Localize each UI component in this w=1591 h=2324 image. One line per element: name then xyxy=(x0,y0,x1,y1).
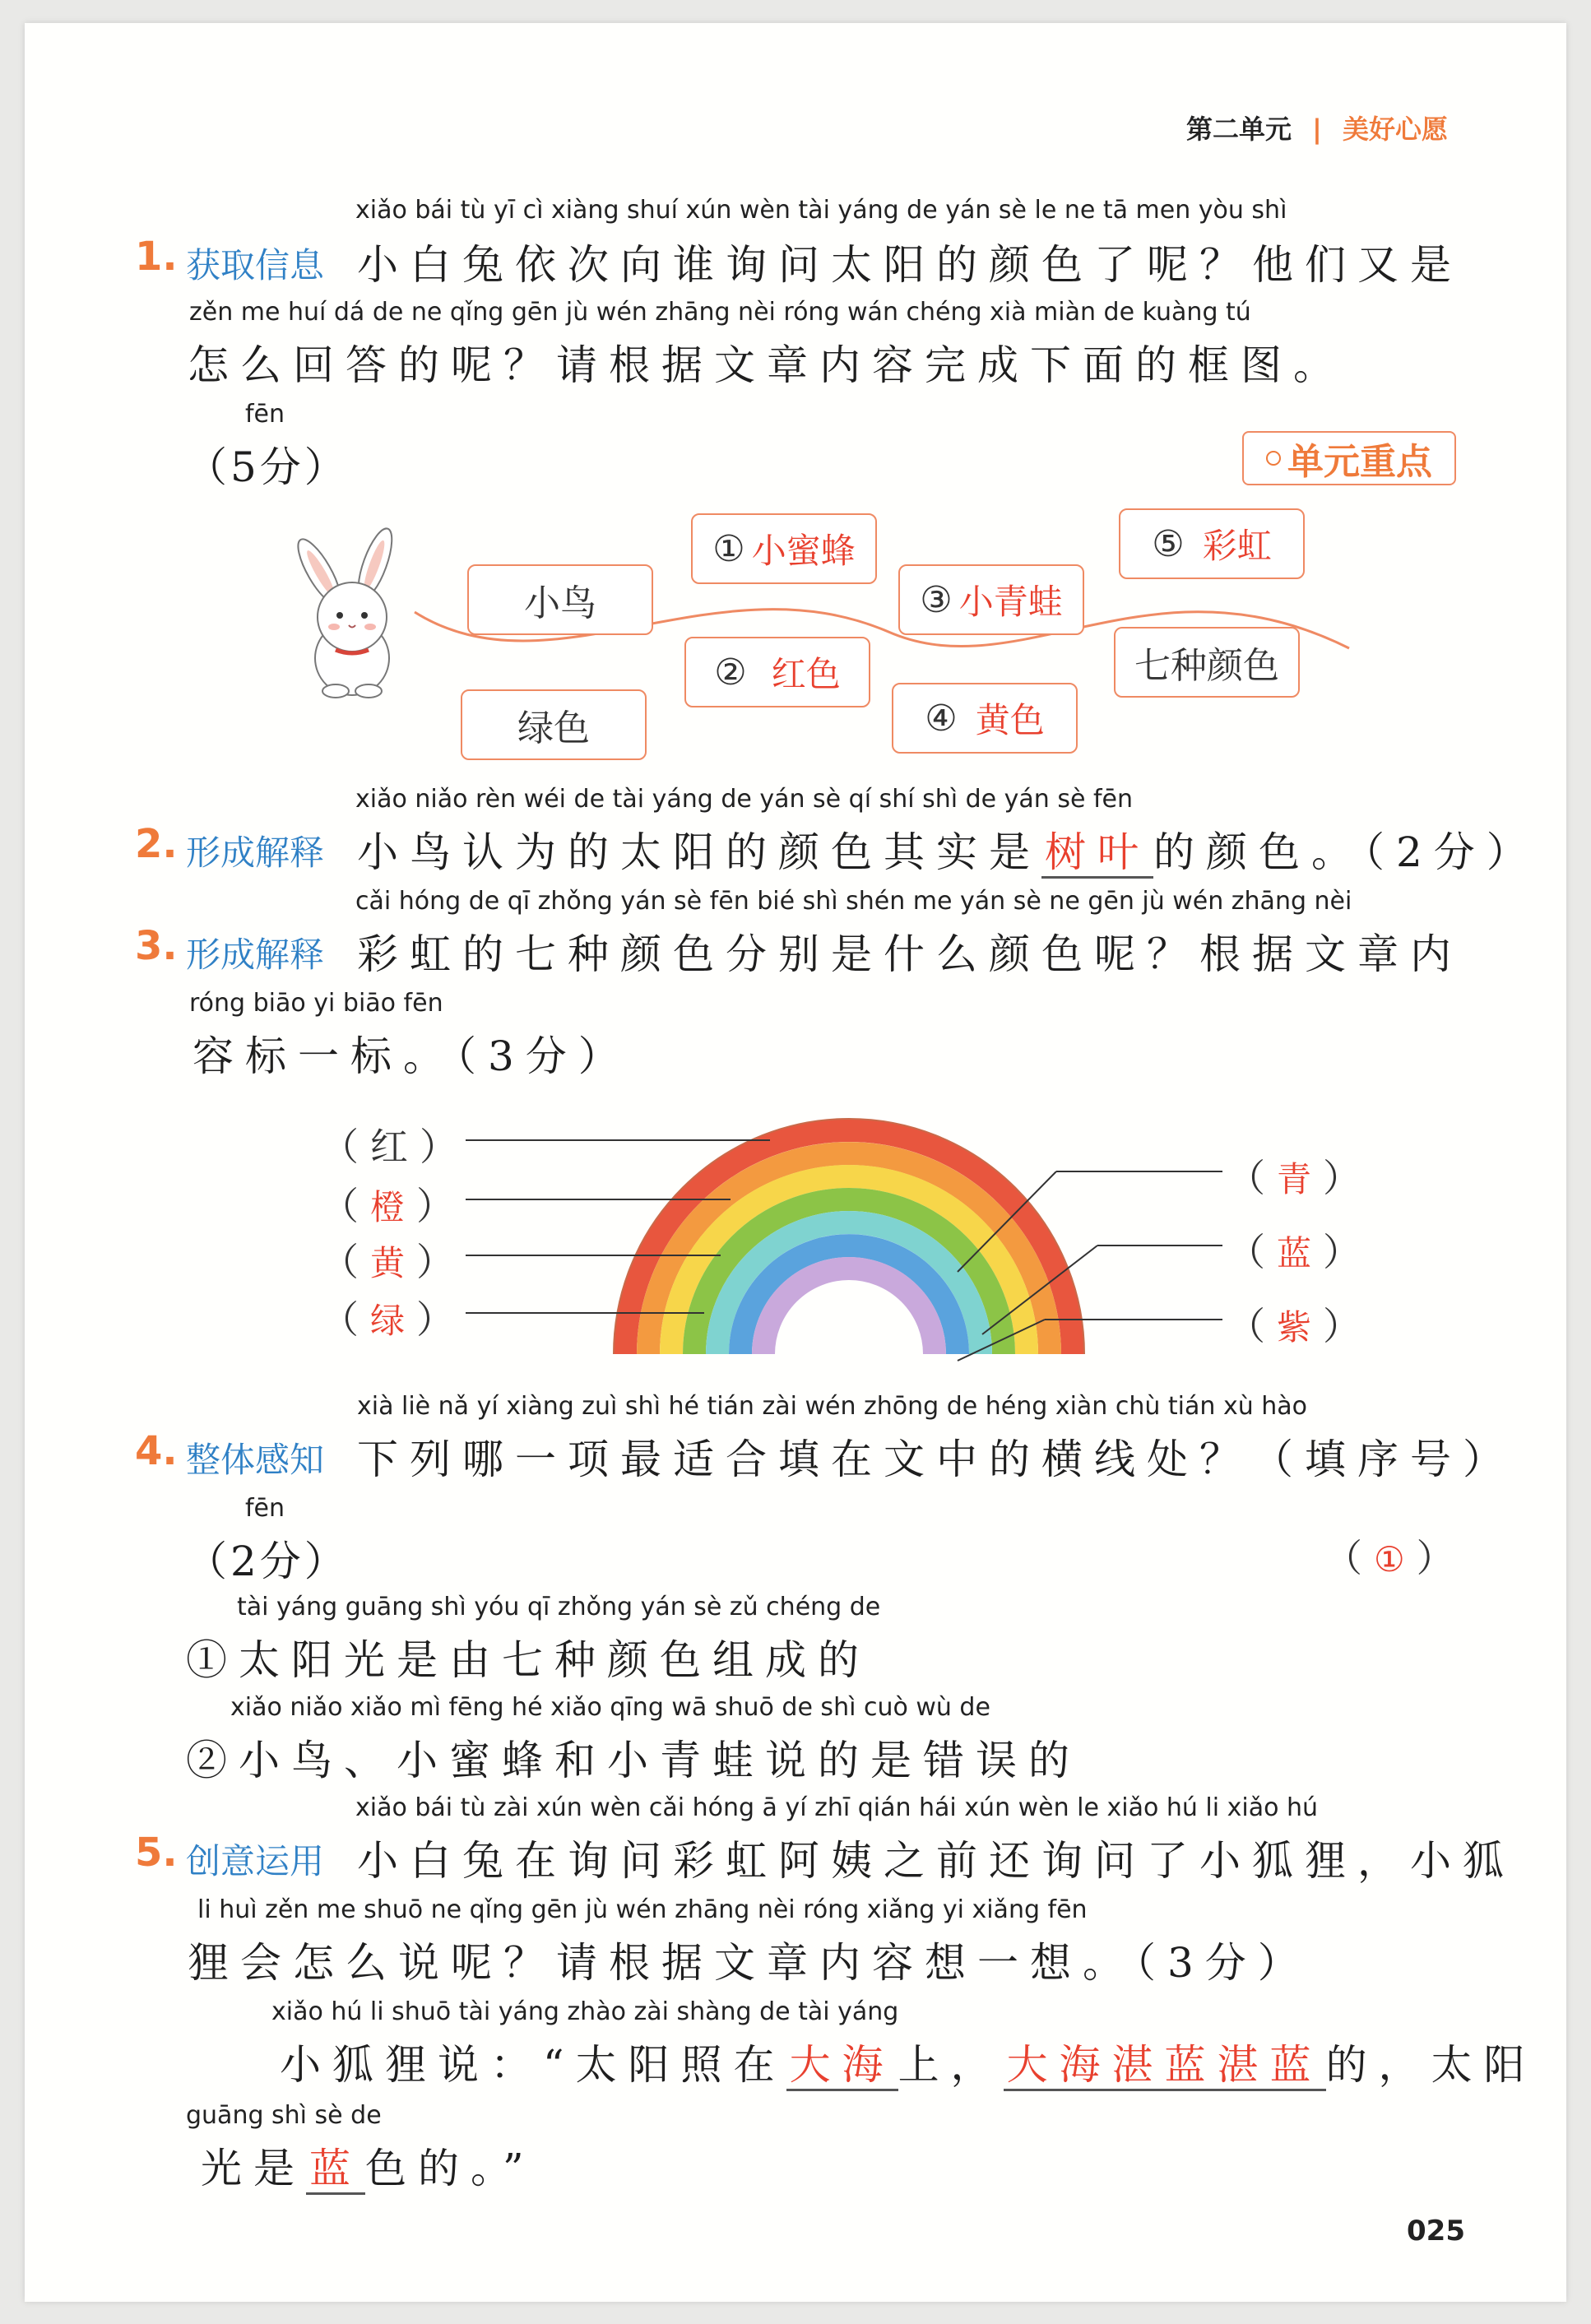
q2-text-b: 的颜色。（2分） xyxy=(1153,828,1539,876)
q5-text-4a: 光是 xyxy=(201,2145,306,2192)
q1-pinyin-1: xiǎo bái tù yī cì xiàng shuí xún wèn tài yáng de yán sè le ne tā men yòu shì xyxy=(355,196,1287,225)
box-answer-2-number: ② xyxy=(714,651,747,693)
q5-skill-tag: 创意运用 xyxy=(186,1841,325,1881)
rainbow-image xyxy=(25,23,1566,1422)
q4-answer: ① xyxy=(1374,1539,1405,1579)
q4-option1-pinyin: tài yáng guāng shì yóu qī zhǒng yán sè zǔ chéng de xyxy=(237,1593,881,1621)
lparen: （ xyxy=(321,1240,359,1284)
rainbow-label-left-2 xyxy=(321,1176,454,1231)
q3-number: 3. xyxy=(135,923,178,969)
rparen: ） xyxy=(1323,1230,1361,1274)
q5-pinyin-3: xiǎo hú li shuō tài yáng zhào zài shàng de tài yáng xyxy=(271,1997,899,2026)
q3-pinyin-2: róng biāo yi biāo fēn xyxy=(189,989,443,1018)
q4-pinyin-1: xià liè nǎ yí xiàng zuì shì hé tián zài wén zhōng de héng xiàn chù tián xù hào xyxy=(357,1392,1307,1421)
rainbow-label-left-3 xyxy=(321,1232,454,1287)
q5-text-3b: 上， xyxy=(898,2041,1004,2089)
box-answer-5-number: ⑤ xyxy=(1152,522,1185,565)
q5-pinyin-1: xiǎo bái tù zài xún wèn cǎi hóng ā yí zhī qián hái xún wèn le xiǎo hú li xiǎo hú xyxy=(355,1793,1319,1822)
rparen: ） xyxy=(416,1184,455,1228)
rparen: ） xyxy=(420,1125,457,1169)
q3-text-2: 容标一标。（3分） xyxy=(192,1032,631,1080)
q5-pinyin-2: li huì zěn me shuō ne qǐng gēn jù wén zhāng nèi róng xiǎng yi xiǎng fēn xyxy=(197,1895,1088,1924)
unit-title: 美好心愿 xyxy=(1342,114,1448,145)
q4-number: 4. xyxy=(135,1428,178,1474)
lparen: （ xyxy=(1227,1156,1265,1200)
header-separator: | xyxy=(1312,114,1322,145)
rparen: ） xyxy=(1323,1156,1361,1200)
q2-number: 2. xyxy=(135,821,178,867)
q3-pinyin-1: cǎi hóng de qī zhǒng yán sè fēn bié shì shén me yán sè ne gēn jù wén zhāng nèi xyxy=(355,887,1352,916)
q5-text-4b: 色的。” xyxy=(365,2145,536,2192)
page-number: 025 xyxy=(1407,2215,1465,2247)
box-green-label: 绿色 xyxy=(517,707,590,749)
lparen: （ xyxy=(1324,1536,1362,1580)
box-answer-4-text: 黄色 xyxy=(975,700,1045,740)
q4-option2-pinyin: xiǎo niǎo xiǎo mì fēng hé xiǎo qīng wā shuō de shì cuò wù de xyxy=(230,1693,990,1722)
rainbow-color-blue: 蓝 xyxy=(1277,1233,1312,1273)
rainbow-color-red: 红 xyxy=(370,1125,408,1169)
rainbow-color-cyan: 青 xyxy=(1277,1159,1312,1199)
q3-skill-tag: 形成解释 xyxy=(186,935,325,975)
q5-text-3a: 小狐狸说：“太阳照在 xyxy=(280,2041,786,2089)
q2-text-a: 小鸟认为的太阳的颜色其实是 xyxy=(357,828,1041,876)
rparen: ） xyxy=(416,1240,455,1284)
q2-pinyin: xiǎo niǎo rèn wéi de tài yáng de yán sè qí shí shì de yán sè fēn xyxy=(355,785,1133,814)
q5-text-1: 小白兔在询问彩虹阿姨之前还询问了小狐狸，小狐 xyxy=(357,1837,1515,1885)
q1-text-2: 怎么回答的呢？请根据文章内容完成下面的框图。 xyxy=(188,341,1346,389)
rparen: ） xyxy=(1416,1536,1454,1580)
box-seven-colors-label: 七种颜色 xyxy=(1134,645,1279,687)
q5-pinyin-4: guāng shì sè de xyxy=(186,2101,382,2130)
q4-option1: ①太阳光是由七种颜色组成的 xyxy=(186,1636,870,1684)
q1-text-1: 小白兔依次向谁询问太阳的颜色了呢？他们又是 xyxy=(357,241,1463,289)
box-answer-3-text: 小青蛙 xyxy=(958,582,1063,622)
box-answer-5-text: 彩虹 xyxy=(1202,526,1272,566)
q1-points: （5分） xyxy=(186,443,349,491)
q4-answer-blank xyxy=(1324,1528,1454,1583)
box-little-bird-label: 小鸟 xyxy=(524,582,596,624)
q5-answer-1: 大海 xyxy=(786,2041,898,2091)
lparen: （ xyxy=(1227,1304,1265,1348)
rainbow-color-yellow: 黄 xyxy=(370,1243,406,1283)
lparen: （ xyxy=(321,1184,359,1228)
q1-skill-tag: 获取信息 xyxy=(186,245,325,285)
box-answer-4-number: ④ xyxy=(925,697,958,740)
q4-skill-tag: 整体感知 xyxy=(186,1440,325,1480)
rainbow-label-left-1 xyxy=(321,1117,457,1171)
rainbow-color-purple: 紫 xyxy=(1277,1307,1312,1348)
q5-text-3 xyxy=(280,2032,1537,2091)
q5-text-2: 狸会怎么说呢？请根据文章内容想一想。（3分） xyxy=(188,1939,1310,1987)
box-answer-2-text: 红色 xyxy=(771,654,841,694)
q5-text-4 xyxy=(201,2136,536,2195)
q1-pinyin-3: fēn xyxy=(245,400,285,429)
rainbow-color-orange: 橙 xyxy=(370,1187,406,1227)
rparen: ） xyxy=(416,1297,455,1342)
q5-answer-2: 大海湛蓝湛蓝 xyxy=(1004,2041,1326,2091)
box-answer-1-number: ① xyxy=(712,527,745,570)
box-answer-1-text: 小蜜蜂 xyxy=(751,531,856,571)
lparen: （ xyxy=(321,1125,359,1169)
rainbow-label-left-4 xyxy=(321,1290,454,1344)
badge-label: 单元重点 xyxy=(1287,441,1432,483)
q1-pinyin-2: zěn me huí dá de ne qǐng gēn jù wén zhāng nèi róng wán chéng xià miàn de kuàng tú xyxy=(189,298,1251,327)
unit-label: 第二单元 xyxy=(1186,114,1292,145)
rainbow-label-right-2 xyxy=(1227,1222,1361,1277)
q5-text-3c: 的，太阳 xyxy=(1325,2041,1537,2089)
q4-pinyin-2: fēn xyxy=(245,1494,285,1523)
workbook-page xyxy=(25,23,1566,2302)
q1-number: 1. xyxy=(135,234,178,280)
q4-text-1: 下列哪一项最适合填在文中的横线处？（填序号） xyxy=(357,1436,1515,1483)
rainbow-label-right-3 xyxy=(1227,1297,1361,1351)
q3-text-1: 彩虹的七种颜色分别是什么颜色呢？根据文章内 xyxy=(357,930,1463,978)
q5-number: 5. xyxy=(135,1830,178,1876)
q2-skill-tag: 形成解释 xyxy=(186,833,325,873)
lparen: （ xyxy=(1227,1230,1265,1274)
box-answer-3-number: ③ xyxy=(920,578,953,621)
q2-answer: 树叶 xyxy=(1041,828,1153,879)
rainbow-label-right-1 xyxy=(1227,1148,1361,1203)
lparen: （ xyxy=(321,1297,359,1342)
q4-option2: ②小鸟、小蜜蜂和小青蛙说的是错误的 xyxy=(186,1737,1081,1784)
rparen: ） xyxy=(1323,1304,1361,1348)
rainbow-color-green: 绿 xyxy=(370,1301,406,1341)
q5-answer-3: 蓝 xyxy=(306,2145,365,2195)
q4-points: （2分） xyxy=(186,1538,349,1585)
